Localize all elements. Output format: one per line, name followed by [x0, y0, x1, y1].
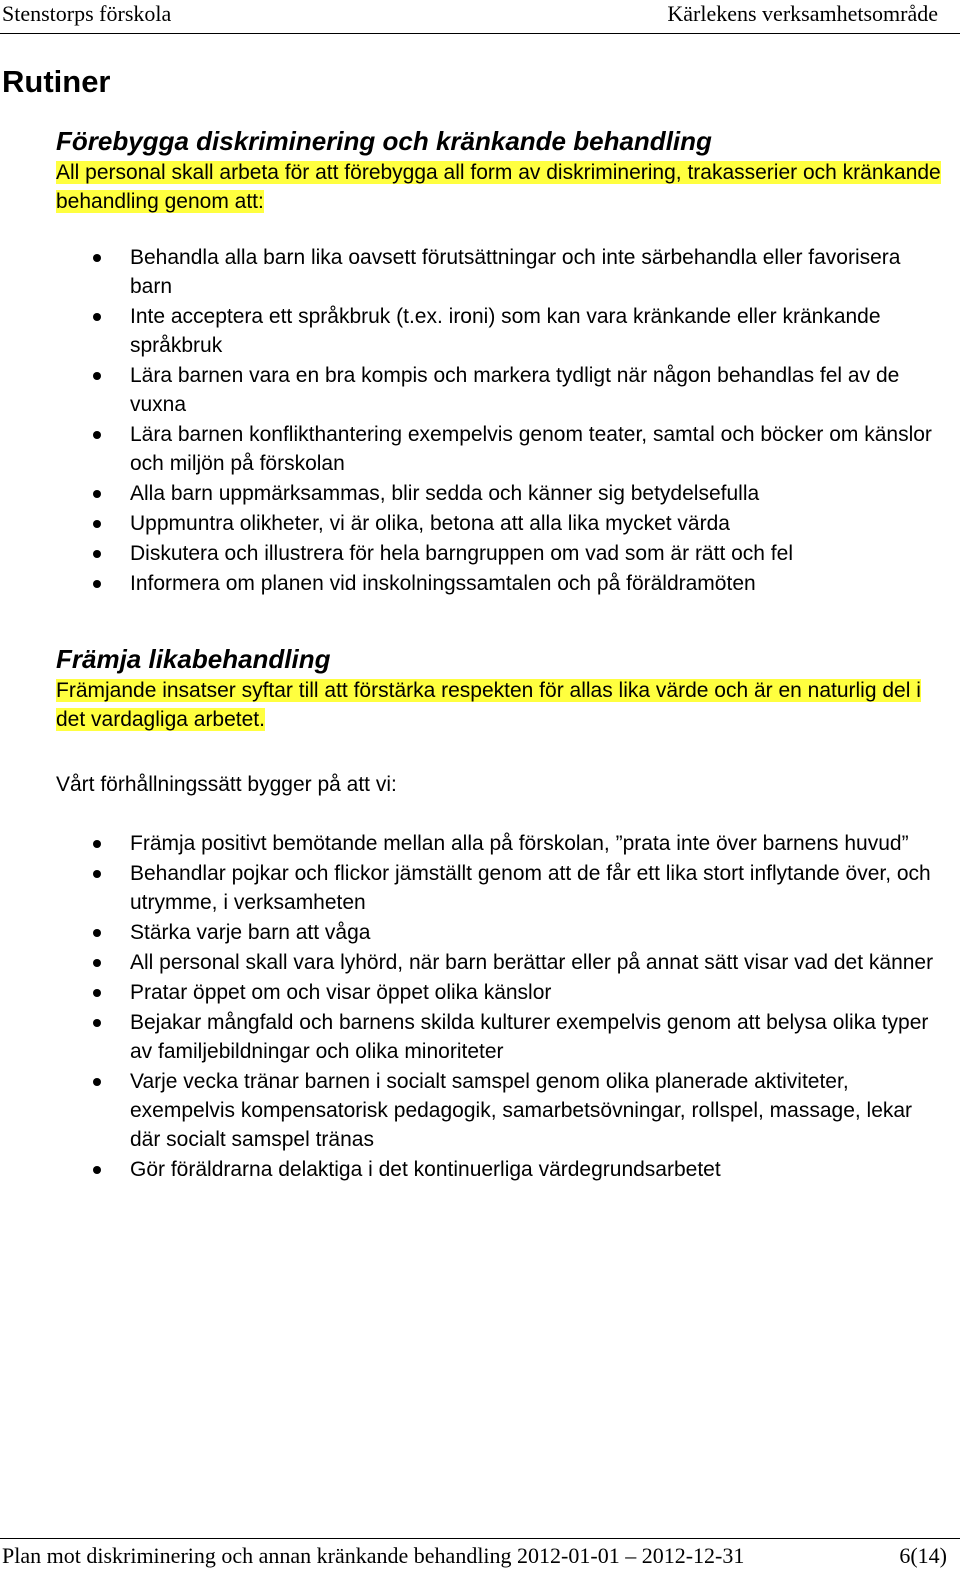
footer-plan-title: Plan mot diskriminering och annan kränkande behandling 2012-01-01 – 2012-12-31 — [2, 1543, 745, 1568]
bullet-icon — [93, 520, 101, 528]
list-item — [130, 1155, 946, 1184]
bullet-list-promote — [0, 829, 960, 1184]
highlighted-text: All personal skall arbeta för att förebygga all form av diskriminering, trakasserier och kränkande behandling genom att: — [56, 161, 941, 213]
list-item-text: Främja positivt bemötande mellan alla på förskolan, ”prata inte över barnens huvud” — [130, 832, 909, 855]
page-title: Rutiner — [2, 64, 111, 99]
bullet-icon — [93, 431, 101, 439]
bullet-icon — [93, 870, 101, 878]
header-school-name: Stenstorps förskola — [2, 1, 172, 26]
list-item — [130, 1067, 946, 1154]
header-divider — [0, 33, 960, 34]
list-item-text: Lära barnen konflikthantering exempelvis genom teater, samtal och böcker om känslor och miljön på förskolan — [130, 423, 932, 475]
list-item-text: Inte acceptera ett språkbruk (t.ex. ironi) som kan vara kränkande eller kränkande språkbruk — [130, 305, 881, 357]
list-item — [130, 918, 946, 947]
list-item-text: Behandlar pojkar och flickor jämställt genom att de får ett lika stort inflytande över, och utrymme, i verksamheten — [130, 862, 931, 914]
list-item — [130, 829, 946, 858]
bullet-icon — [93, 550, 101, 558]
list-item — [130, 509, 946, 538]
bullet-icon — [93, 1019, 101, 1027]
list-item-text: Alla barn uppmärksammas, blir sedda och känner sig betydelsefulla — [130, 482, 760, 505]
section-intro-promote — [56, 676, 946, 734]
document-body — [0, 62, 960, 1185]
list-item-text: Bejakar mångfald och barnens skilda kulturer exempelvis genom att belysa olika typer av familjebildningar och olika minoriteter — [130, 1011, 929, 1063]
bullet-icon — [93, 959, 101, 967]
footer-divider — [0, 1538, 960, 1539]
list-item — [130, 948, 946, 977]
list-item-text: Uppmuntra olikheter, vi är olika, betona att alla lika mycket värda — [130, 512, 730, 535]
bullet-icon — [93, 989, 101, 997]
list-item — [130, 243, 946, 301]
bullet-icon — [93, 929, 101, 937]
list-item — [130, 539, 946, 568]
bullet-list-prevent — [0, 243, 960, 598]
section-intro-prevent — [56, 158, 946, 216]
bullet-icon — [93, 313, 101, 321]
page-number: 6(14) — [899, 1543, 947, 1568]
highlighted-text: Främjande insatser syftar till att förstärka respekten för allas lika värde och är en naturlig del i det vardagliga arbetet. — [56, 679, 921, 731]
list-item — [130, 569, 946, 598]
list-item-text: Informera om planen vid inskolningssamtalen och på föräldramöten — [130, 572, 756, 595]
list-item-text: Pratar öppet om och visar öppet olika känslor — [130, 981, 552, 1004]
bullet-icon — [93, 254, 101, 262]
list-item-text: Stärka varje barn att våga — [130, 921, 371, 944]
list-item-text: Gör föräldrarna delaktiga i det kontinuerliga värdegrundsarbetet — [130, 1158, 721, 1181]
bullet-icon — [93, 1078, 101, 1086]
bullet-icon — [93, 490, 101, 498]
list-item — [130, 1008, 946, 1066]
page-footer — [0, 1541, 960, 1581]
section-heading-prevent: Förebygga diskriminering och kränkande behandling — [56, 126, 712, 156]
bullet-icon — [93, 580, 101, 588]
bullet-icon — [93, 372, 101, 380]
page-header — [0, 0, 960, 30]
section-heading-promote: Främja likabehandling — [56, 644, 331, 674]
bullet-icon — [93, 1166, 101, 1174]
list-item — [130, 859, 946, 917]
bullet-icon — [93, 840, 101, 848]
list-item-text: Behandla alla barn lika oavsett förutsättningar och inte särbehandla eller favorisera barn — [130, 246, 901, 298]
list-item-text: All personal skall vara lyhörd, när barn berättar eller på annat sätt visar vad det känner — [130, 951, 934, 974]
section-lead-text: Vårt förhållningssätt bygger på att vi: — [56, 773, 397, 796]
list-item-text: Lära barnen vara en bra kompis och markera tydligt när någon behandlas fel av de vuxna — [130, 364, 900, 416]
list-item — [130, 479, 946, 508]
list-item-text: Varje vecka tränar barnen i socialt samspel genom olika planerade aktiviteter, exempelvis kompensatorisk pedagogik, samarbetsövningar, rollspel, massage, lekar där socialt samspel tränas — [130, 1070, 913, 1151]
list-item — [130, 420, 946, 478]
list-item-text: Diskutera och illustrera för hela barngruppen om vad som är rätt och fel — [130, 542, 793, 565]
header-area-name: Kärlekens verksamhetsområde — [667, 1, 938, 26]
list-item — [130, 302, 946, 360]
list-item — [130, 978, 946, 1007]
list-item — [130, 361, 946, 419]
